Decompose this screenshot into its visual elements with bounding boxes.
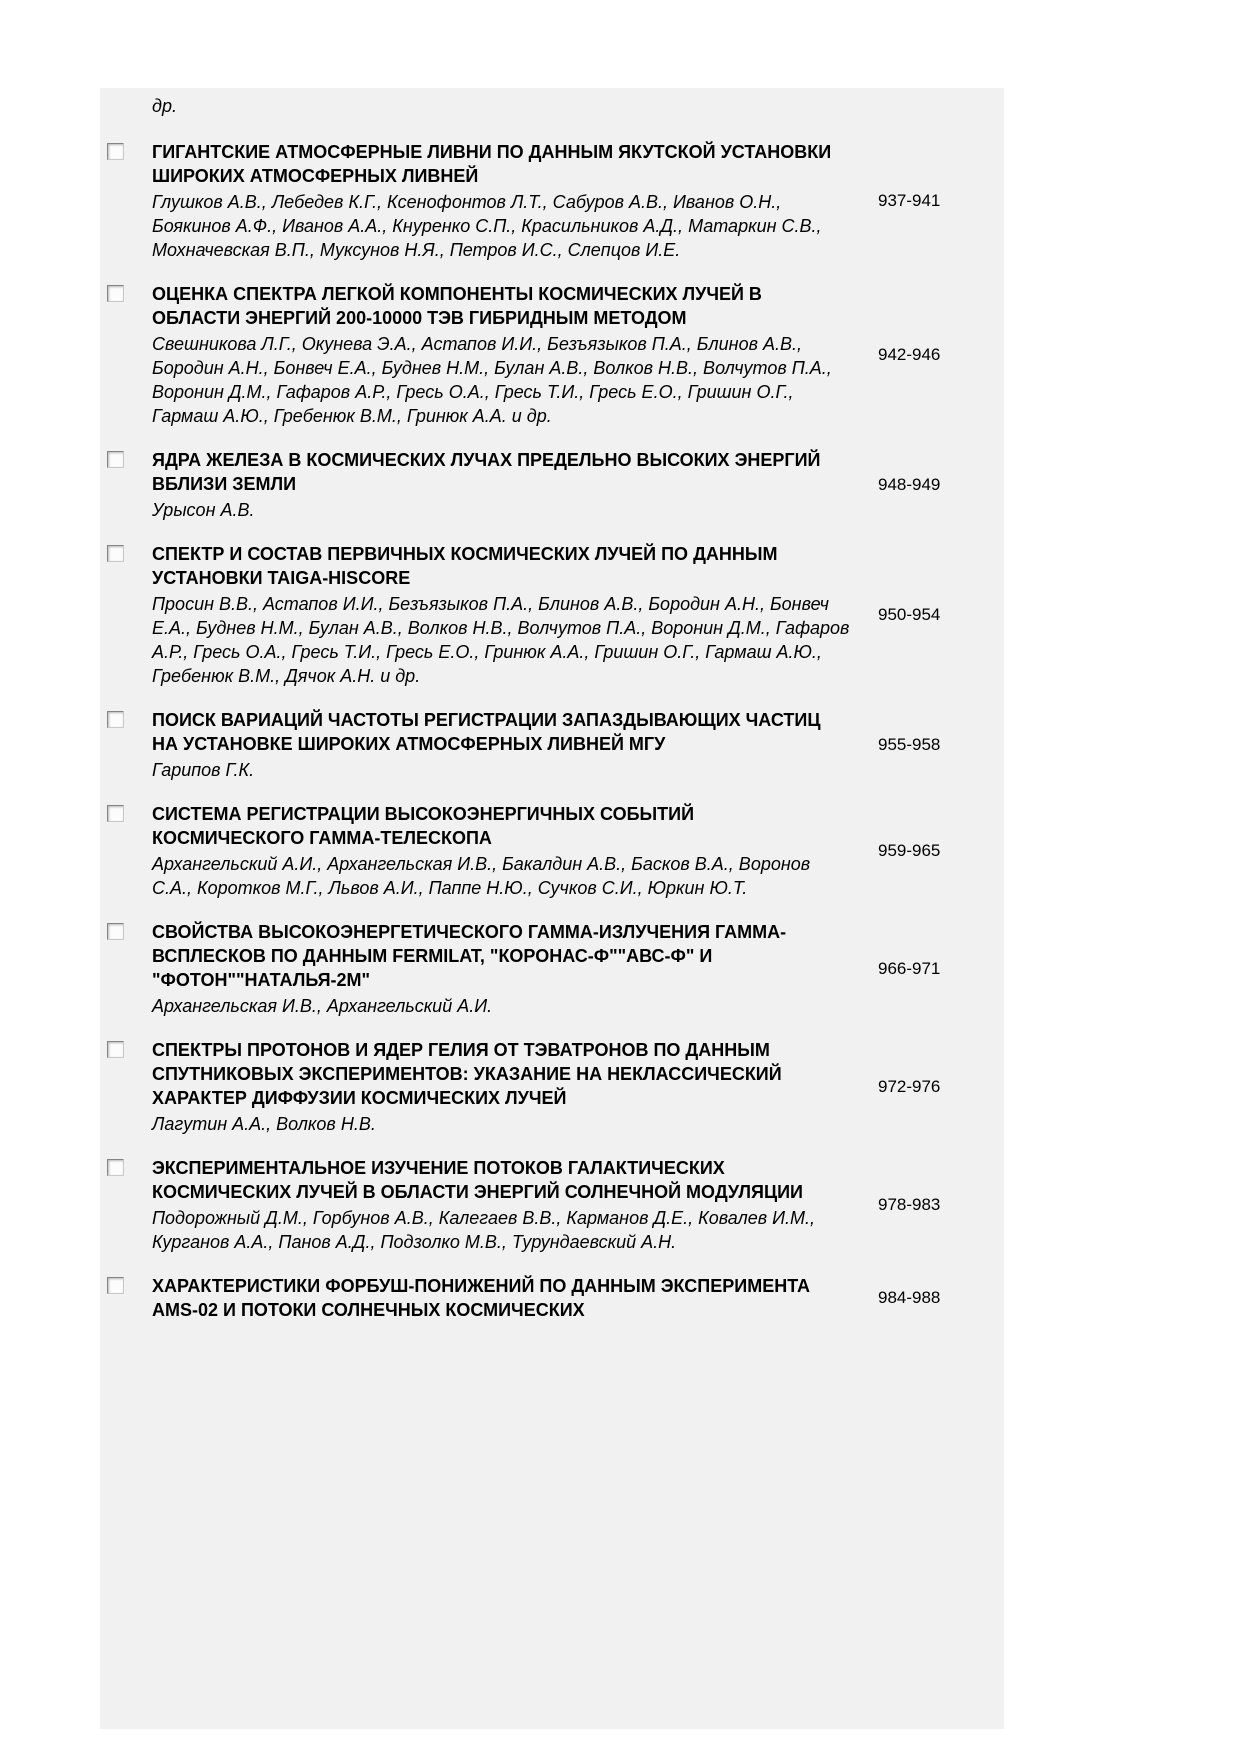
entry-text-column (152, 1274, 866, 1322)
article-page-range: 972-976 (878, 1077, 941, 1096)
entry-pages-column (866, 1076, 996, 1098)
article-title[interactable]: СВОЙСТВА ВЫСОКОЭНЕРГЕТИЧЕСКОГО ГАММА-ИЗЛУЧЕНИЯ ГАММА-ВСПЛЕСКОВ ПО ДАННЫМ FERMILAT, "КОРОНАС-Ф""АВС-Ф" И "ФОТОН""НАТАЛЬЯ-2М" (152, 922, 787, 990)
article-authors: Свешникова Л.Г., Окунева Э.А., Астапов И.И., Безъязыков П.А., Блинов А.В., Бородин А.Н., Бонвеч Е.А., Буднев Н.М., Булан А.В., Волков Н.В., Волчутов П.А., Воронин Д.М., Гафаров А.Р., Гресь О.А., Гресь Т.И., Гресь Е.О., Гришин О.Г., Гармаш А.Ю., Гребенюк В.М., Гринюк А.А. и др. (152, 334, 832, 426)
toc-entry (107, 448, 996, 522)
entry-checkbox-column (107, 448, 152, 473)
issue-toc-panel (100, 88, 1004, 1729)
article-authors: Архангельская И.В., Архангельский А.И. (152, 996, 493, 1016)
entry-pages-column (866, 958, 996, 980)
toc-entry (107, 1156, 996, 1254)
entry-pages-column (866, 840, 996, 862)
entry-pages-column (866, 190, 996, 212)
entry-text-column (152, 1038, 866, 1136)
entry-checkbox-column (107, 802, 152, 827)
entry-text-column (152, 1156, 866, 1254)
article-authors: Урысон А.В. (152, 500, 255, 520)
entry-text-column (152, 802, 866, 900)
article-page-range: 955-958 (878, 735, 941, 754)
article-page-range: 966-971 (878, 959, 941, 978)
article-page-range: 937-941 (878, 191, 941, 210)
article-title[interactable]: ПОИСК ВАРИАЦИЙ ЧАСТОТЫ РЕГИСТРАЦИИ ЗАПАЗДЫВАЮЩИХ ЧАСТИЦ НА УСТАНОВКЕ ШИРОКИХ АТМОСФЕРНЫХ ЛИВНЕЙ МГУ (152, 710, 821, 754)
article-title[interactable]: СПЕКТРЫ ПРОТОНОВ И ЯДЕР ГЕЛИЯ ОТ ТЭВАТРОНОВ ПО ДАННЫМ СПУТНИКОВЫХ ЭКСПЕРИМЕНТОВ: УКАЗАНИЕ НА НЕКЛАССИЧЕСКИЙ ХАРАКТЕР ДИФФУЗИИ КОСМИЧЕСКИХ ЛУЧЕЙ (152, 1040, 782, 1108)
entry-pages-column (866, 734, 996, 756)
entry-checkbox-column (107, 140, 152, 165)
article-title[interactable]: СПЕКТР И СОСТАВ ПЕРВИЧНЫХ КОСМИЧЕСКИХ ЛУЧЕЙ ПО ДАННЫМ УСТАНОВКИ TAIGA-HISCORE (152, 544, 778, 588)
entry-text-column (152, 920, 866, 1018)
entry-text-column (152, 448, 866, 522)
article-title[interactable]: ХАРАКТЕРИСТИКИ ФОРБУШ-ПОНИЖЕНИЙ ПО ДАННЫМ ЭКСПЕРИМЕНТА AMS-02 И ПОТОКИ СОЛНЕЧНЫХ КОСМИЧЕСКИХ (152, 1276, 811, 1320)
select-article-checkbox[interactable] (107, 805, 124, 822)
select-article-checkbox[interactable] (107, 285, 124, 302)
entry-checkbox-column (107, 920, 152, 945)
toc-entry (107, 1274, 996, 1322)
entry-checkbox-column (107, 1038, 152, 1063)
article-title[interactable]: ГИГАНТСКИЕ АТМОСФЕРНЫЕ ЛИВНИ ПО ДАННЫМ ЯКУТСКОЙ УСТАНОВКИ ШИРОКИХ АТМОСФЕРНЫХ ЛИВНЕЙ (152, 142, 832, 186)
entry-checkbox-column (107, 708, 152, 733)
toc-entry (107, 282, 996, 428)
article-page-range: 978-983 (878, 1195, 941, 1214)
select-article-checkbox[interactable] (107, 545, 124, 562)
article-page-range: 948-949 (878, 475, 941, 494)
entry-checkbox-column (107, 1274, 152, 1299)
entry-checkbox-column (107, 542, 152, 567)
toc-entry (107, 802, 996, 900)
toc-entry (107, 708, 996, 782)
continuation-authors-text: др. (152, 96, 177, 116)
article-title[interactable]: ЯДРА ЖЕЛЕЗА В КОСМИЧЕСКИХ ЛУЧАХ ПРЕДЕЛЬНО ВЫСОКИХ ЭНЕРГИЙ ВБЛИЗИ ЗЕМЛИ (152, 450, 821, 494)
article-authors: Подорожный Д.М., Горбунов А.В., Калегаев В.В., Карманов Д.Е., Ковалев И.М., Курганов А.А., Панов А.Д., Подзолко М.В., Турундаевский А.Н. (152, 1208, 816, 1252)
select-article-checkbox[interactable] (107, 143, 124, 160)
select-article-checkbox[interactable] (107, 1041, 124, 1058)
select-article-checkbox[interactable] (107, 923, 124, 940)
entry-text-column (152, 282, 866, 428)
entry-pages-column (866, 1287, 996, 1309)
toc-entry (107, 542, 996, 688)
select-article-checkbox[interactable] (107, 711, 124, 728)
article-page-range: 984-988 (878, 1288, 941, 1307)
entry-pages-column (866, 474, 996, 496)
toc-entry (107, 1038, 996, 1136)
entry-checkbox-column (107, 282, 152, 307)
article-page-range: 959-965 (878, 841, 941, 860)
entry-text-column (152, 708, 866, 782)
article-title[interactable]: СИСТЕМА РЕГИСТРАЦИИ ВЫСОКОЭНЕРГИЧНЫХ СОБЫТИЙ КОСМИЧЕСКОГО ГАММА-ТЕЛЕСКОПА (152, 804, 695, 848)
select-article-checkbox[interactable] (107, 1277, 124, 1294)
toc-entry (107, 140, 996, 262)
article-authors: Лагутин А.А., Волков Н.В. (152, 1114, 376, 1134)
article-authors: Просин В.В., Астапов И.И., Безъязыков П.А., Блинов А.В., Бородин А.Н., Бонвеч Е.А., Буднев Н.М., Булан А.В., Волков Н.В., Волчутов П.А., Воронин Д.М., Гафаров А.Р., Гресь О.А., Гресь Т.И., Гресь Е.О., Гринюк А.А., Гришин О.Г., Гармаш А.Ю., Гребенюк В.М., Дячок А.Н. и др. (152, 594, 850, 686)
toc-entry (107, 920, 996, 1018)
toc-entries-list (107, 140, 996, 1322)
article-authors: Глушков А.В., Лебедев К.Г., Ксенофонтов Л.Т., Сабуров А.В., Иванов О.Н., Боякинов А.Ф., Иванов А.А., Кнуренко С.П., Красильников А.Д., Матаркин С.В., Мохначевская В.П., Муксунов Н.Я., Петров И.С., Слепцов И.Е. (152, 192, 822, 260)
entry-pages-column (866, 344, 996, 366)
article-authors: Архангельский А.И., Архангельская И.В., Бакалдин А.В., Басков В.А., Воронов С.А., Коротков М.Г., Львов А.И., Паппе Н.Ю., Сучков С.И., Юркин Ю.Т. (152, 854, 811, 898)
article-title[interactable]: ОЦЕНКА СПЕКТРА ЛЕГКОЙ КОМПОНЕНТЫ КОСМИЧЕСКИХ ЛУЧЕЙ В ОБЛАСТИ ЭНЕРГИЙ 200-10000 ТЭВ ГИБРИДНЫМ МЕТОДОМ (152, 284, 762, 328)
article-authors: Гарипов Г.К. (152, 760, 255, 780)
article-title[interactable]: ЭКСПЕРИМЕНТАЛЬНОЕ ИЗУЧЕНИЕ ПОТОКОВ ГАЛАКТИЧЕСКИХ КОСМИЧЕСКИХ ЛУЧЕЙ В ОБЛАСТИ ЭНЕРГИЙ СОЛНЕЧНОЙ МОДУЛЯЦИИ (152, 1158, 803, 1202)
article-page-range: 942-946 (878, 345, 941, 364)
entry-text-column (152, 140, 866, 262)
entry-pages-column (866, 1194, 996, 1216)
entry-text-column (152, 542, 866, 688)
article-page-range: 950-954 (878, 605, 941, 624)
entry-pages-column (866, 604, 996, 626)
select-article-checkbox[interactable] (107, 1159, 124, 1176)
select-article-checkbox[interactable] (107, 451, 124, 468)
entry-checkbox-column (107, 1156, 152, 1181)
